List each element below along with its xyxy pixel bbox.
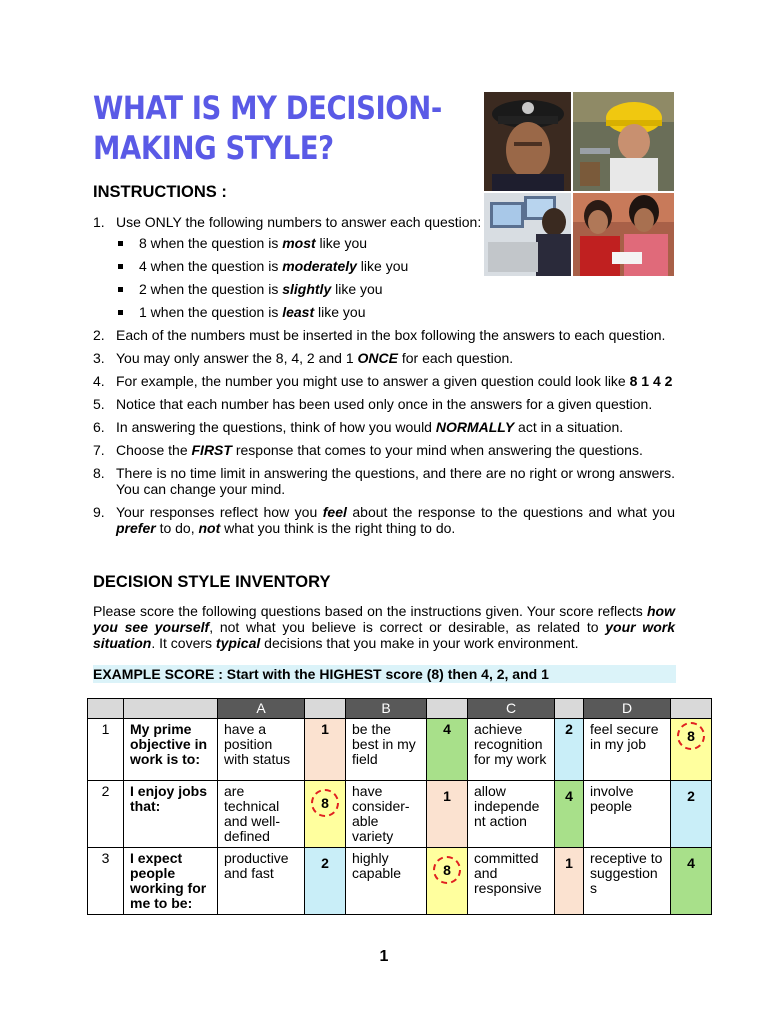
score-cell[interactable]: [671, 719, 712, 781]
text-run: Notice that each number has been used only once in the answers for a given question.: [116, 396, 653, 412]
instruction-number: 5.: [93, 396, 105, 412]
header-blank: [305, 699, 346, 719]
instructions-heading: INSTRUCTIONS :: [93, 183, 227, 201]
text-run: feel: [322, 504, 347, 520]
answer-cell: highly capable: [346, 848, 427, 915]
score-cell[interactable]: [427, 781, 468, 848]
text-run: most: [282, 235, 316, 251]
answer-cell: be the best in my field: [346, 719, 427, 781]
text-run: for each question.: [397, 350, 514, 366]
header-blank: [671, 699, 712, 719]
score-options-list: [116, 235, 675, 320]
instructions-list: [93, 214, 675, 543]
text-run: Your responses reflect how you: [116, 504, 323, 520]
score-value: 4: [565, 788, 573, 804]
score-option-item: [116, 281, 675, 297]
text-run: Choose the: [116, 442, 192, 458]
score-cell[interactable]: [555, 848, 584, 915]
instruction-item: [93, 214, 675, 320]
answer-cell: committed and responsive: [468, 848, 555, 915]
instruction-number: 6.: [93, 419, 105, 435]
instruction-text: [116, 327, 665, 343]
question-cell: I enjoy jobs that:: [124, 781, 218, 848]
instruction-number: 3.: [93, 350, 105, 366]
answer-cell: feel secure in my job: [584, 719, 671, 781]
text-run: like you: [314, 304, 366, 320]
answer-cell: receptive to suggestion s: [584, 848, 671, 915]
example-score-label: EXAMPLE SCORE : Start with the HIGHEST score (8) then 4, 2, and 1: [93, 665, 676, 683]
instruction-text: [116, 214, 481, 230]
text-run: Use ONLY the following numbers to answer each question:: [116, 214, 482, 230]
instruction-number: 9.: [93, 504, 105, 520]
question-cell: My prime objective in work is to:: [124, 719, 218, 781]
instruction-item: [93, 396, 675, 412]
score-cell[interactable]: [427, 719, 468, 781]
text-run: to do,: [155, 520, 199, 536]
text-run: 2 when the question is: [139, 281, 283, 297]
text-run: 4 when the question is: [139, 258, 283, 274]
text-run: least: [282, 304, 315, 320]
text-run: about the response to the questions and what you: [346, 504, 675, 520]
score-cell[interactable]: [671, 781, 712, 848]
instruction-number: 4.: [93, 373, 105, 389]
text-run: response that comes to your mind when answering the questions.: [231, 442, 643, 458]
text-run: like you: [356, 258, 409, 274]
text-run: 8 1 4 2: [629, 373, 673, 389]
header-blank: [88, 699, 124, 719]
instruction-item: [93, 465, 675, 497]
instruction-item: [93, 504, 675, 536]
circled-score: 8: [433, 856, 461, 884]
text-run: your work situation: [93, 619, 675, 651]
answer-cell: involve people: [584, 781, 671, 848]
text-run: like you: [331, 281, 383, 297]
circled-score: 8: [677, 722, 705, 750]
header-blank: [124, 699, 218, 719]
text-run: 1 when the question is: [139, 304, 283, 320]
text-run: slightly: [282, 281, 332, 297]
instruction-item: [93, 373, 675, 389]
score-value: 4: [443, 721, 451, 737]
instruction-text: [116, 350, 513, 366]
text-run: like you: [315, 235, 368, 251]
table-header-row: [88, 699, 712, 719]
decision-style-table: [87, 698, 712, 915]
score-option-item: [116, 304, 675, 320]
circled-score: 8: [311, 789, 339, 817]
instruction-text: [116, 396, 652, 412]
header-col-c: C: [468, 699, 555, 719]
instruction-number: 7.: [93, 442, 105, 458]
score-cell[interactable]: [305, 781, 346, 848]
text-run: 8 when the question is: [139, 235, 283, 251]
text-run: Each of the numbers must be inserted in the box following the answers to each question.: [116, 327, 666, 343]
score-value: 2: [687, 788, 695, 804]
text-run: moderately: [282, 258, 357, 274]
instruction-text: [116, 465, 675, 497]
instruction-number: 1.: [93, 214, 105, 230]
text-run: act in a situation.: [514, 419, 624, 435]
instruction-text: [116, 419, 623, 435]
score-value: 1: [565, 855, 573, 871]
header-col-d: D: [584, 699, 671, 719]
text-run: . It covers: [151, 635, 216, 651]
text-run: prefer: [116, 520, 156, 536]
text-run: not: [198, 520, 221, 536]
header-blank: [555, 699, 584, 719]
score-value: 4: [687, 855, 695, 871]
instruction-number: 8.: [93, 465, 105, 481]
score-value: 1: [443, 788, 451, 804]
page-title: [93, 88, 442, 168]
score-option-item: [116, 235, 675, 251]
text-run: , not what you believe is correct or desirable, as related to: [209, 619, 606, 635]
table-row: [88, 848, 712, 915]
instruction-text: [116, 442, 643, 458]
text-run: There is no time limit in answering the questions, and there are no right or wrong answers. You can change your mind.: [116, 465, 675, 497]
score-option-item: [116, 258, 675, 274]
instruction-number: 2.: [93, 327, 105, 343]
header-col-b: B: [346, 699, 427, 719]
text-run: Please score the following questions based on the instructions given. Your score reflects: [93, 603, 647, 619]
inventory-intro: [93, 603, 675, 651]
header-col-a: A: [218, 699, 305, 719]
text-run: ONCE: [357, 350, 398, 366]
text-run: For example, the number you might use to answer a given question could look like: [116, 373, 630, 389]
score-cell[interactable]: [305, 848, 346, 915]
answer-cell: allow independe nt action: [468, 781, 555, 848]
text-run: You may only answer the 8, 4, 2 and 1: [116, 350, 358, 366]
score-value: 1: [321, 721, 329, 737]
score-cell[interactable]: [427, 848, 468, 915]
page-number: 1: [379, 948, 389, 965]
text-run: decisions that you make in your work environment.: [260, 635, 579, 651]
text-run: FIRST: [191, 442, 232, 458]
answer-cell: achieve recognition for my work: [468, 719, 555, 781]
score-cell[interactable]: [671, 848, 712, 915]
instruction-text: [116, 373, 672, 389]
text-run: NORMALLY: [435, 419, 515, 435]
title-line-1: WHAT IS MY DECISION-: [93, 89, 442, 127]
score-cell[interactable]: [305, 719, 346, 781]
score-value: 2: [565, 721, 573, 737]
score-cell[interactable]: [555, 719, 584, 781]
score-cell[interactable]: [555, 781, 584, 848]
instruction-text: [116, 504, 675, 536]
instruction-item: [93, 419, 675, 435]
answer-cell: have consider-able variety: [346, 781, 427, 848]
text-run: what you think is the right thing to do.: [220, 520, 456, 536]
inventory-heading: DECISION STYLE INVENTORY: [93, 573, 331, 591]
instruction-item: [93, 442, 675, 458]
row-number: 2: [88, 781, 124, 848]
answer-cell: productive and fast: [218, 848, 305, 915]
score-value: 2: [321, 855, 329, 871]
text-run: typical: [215, 635, 261, 651]
answer-cell: are technical and well-defined: [218, 781, 305, 848]
instruction-item: [93, 327, 675, 343]
table-row: [88, 719, 712, 781]
table-row: [88, 781, 712, 848]
row-number: 1: [88, 719, 124, 781]
header-blank: [427, 699, 468, 719]
answer-cell: have a position with status: [218, 719, 305, 781]
text-run: In answering the questions, think of how you would: [116, 419, 436, 435]
question-cell: I expect people working for me to be:: [124, 848, 218, 915]
text-run: how you see yourself: [93, 603, 675, 635]
title-line-2: MAKING STYLE?: [93, 129, 334, 167]
instruction-item: [93, 350, 675, 366]
row-number: 3: [88, 848, 124, 915]
